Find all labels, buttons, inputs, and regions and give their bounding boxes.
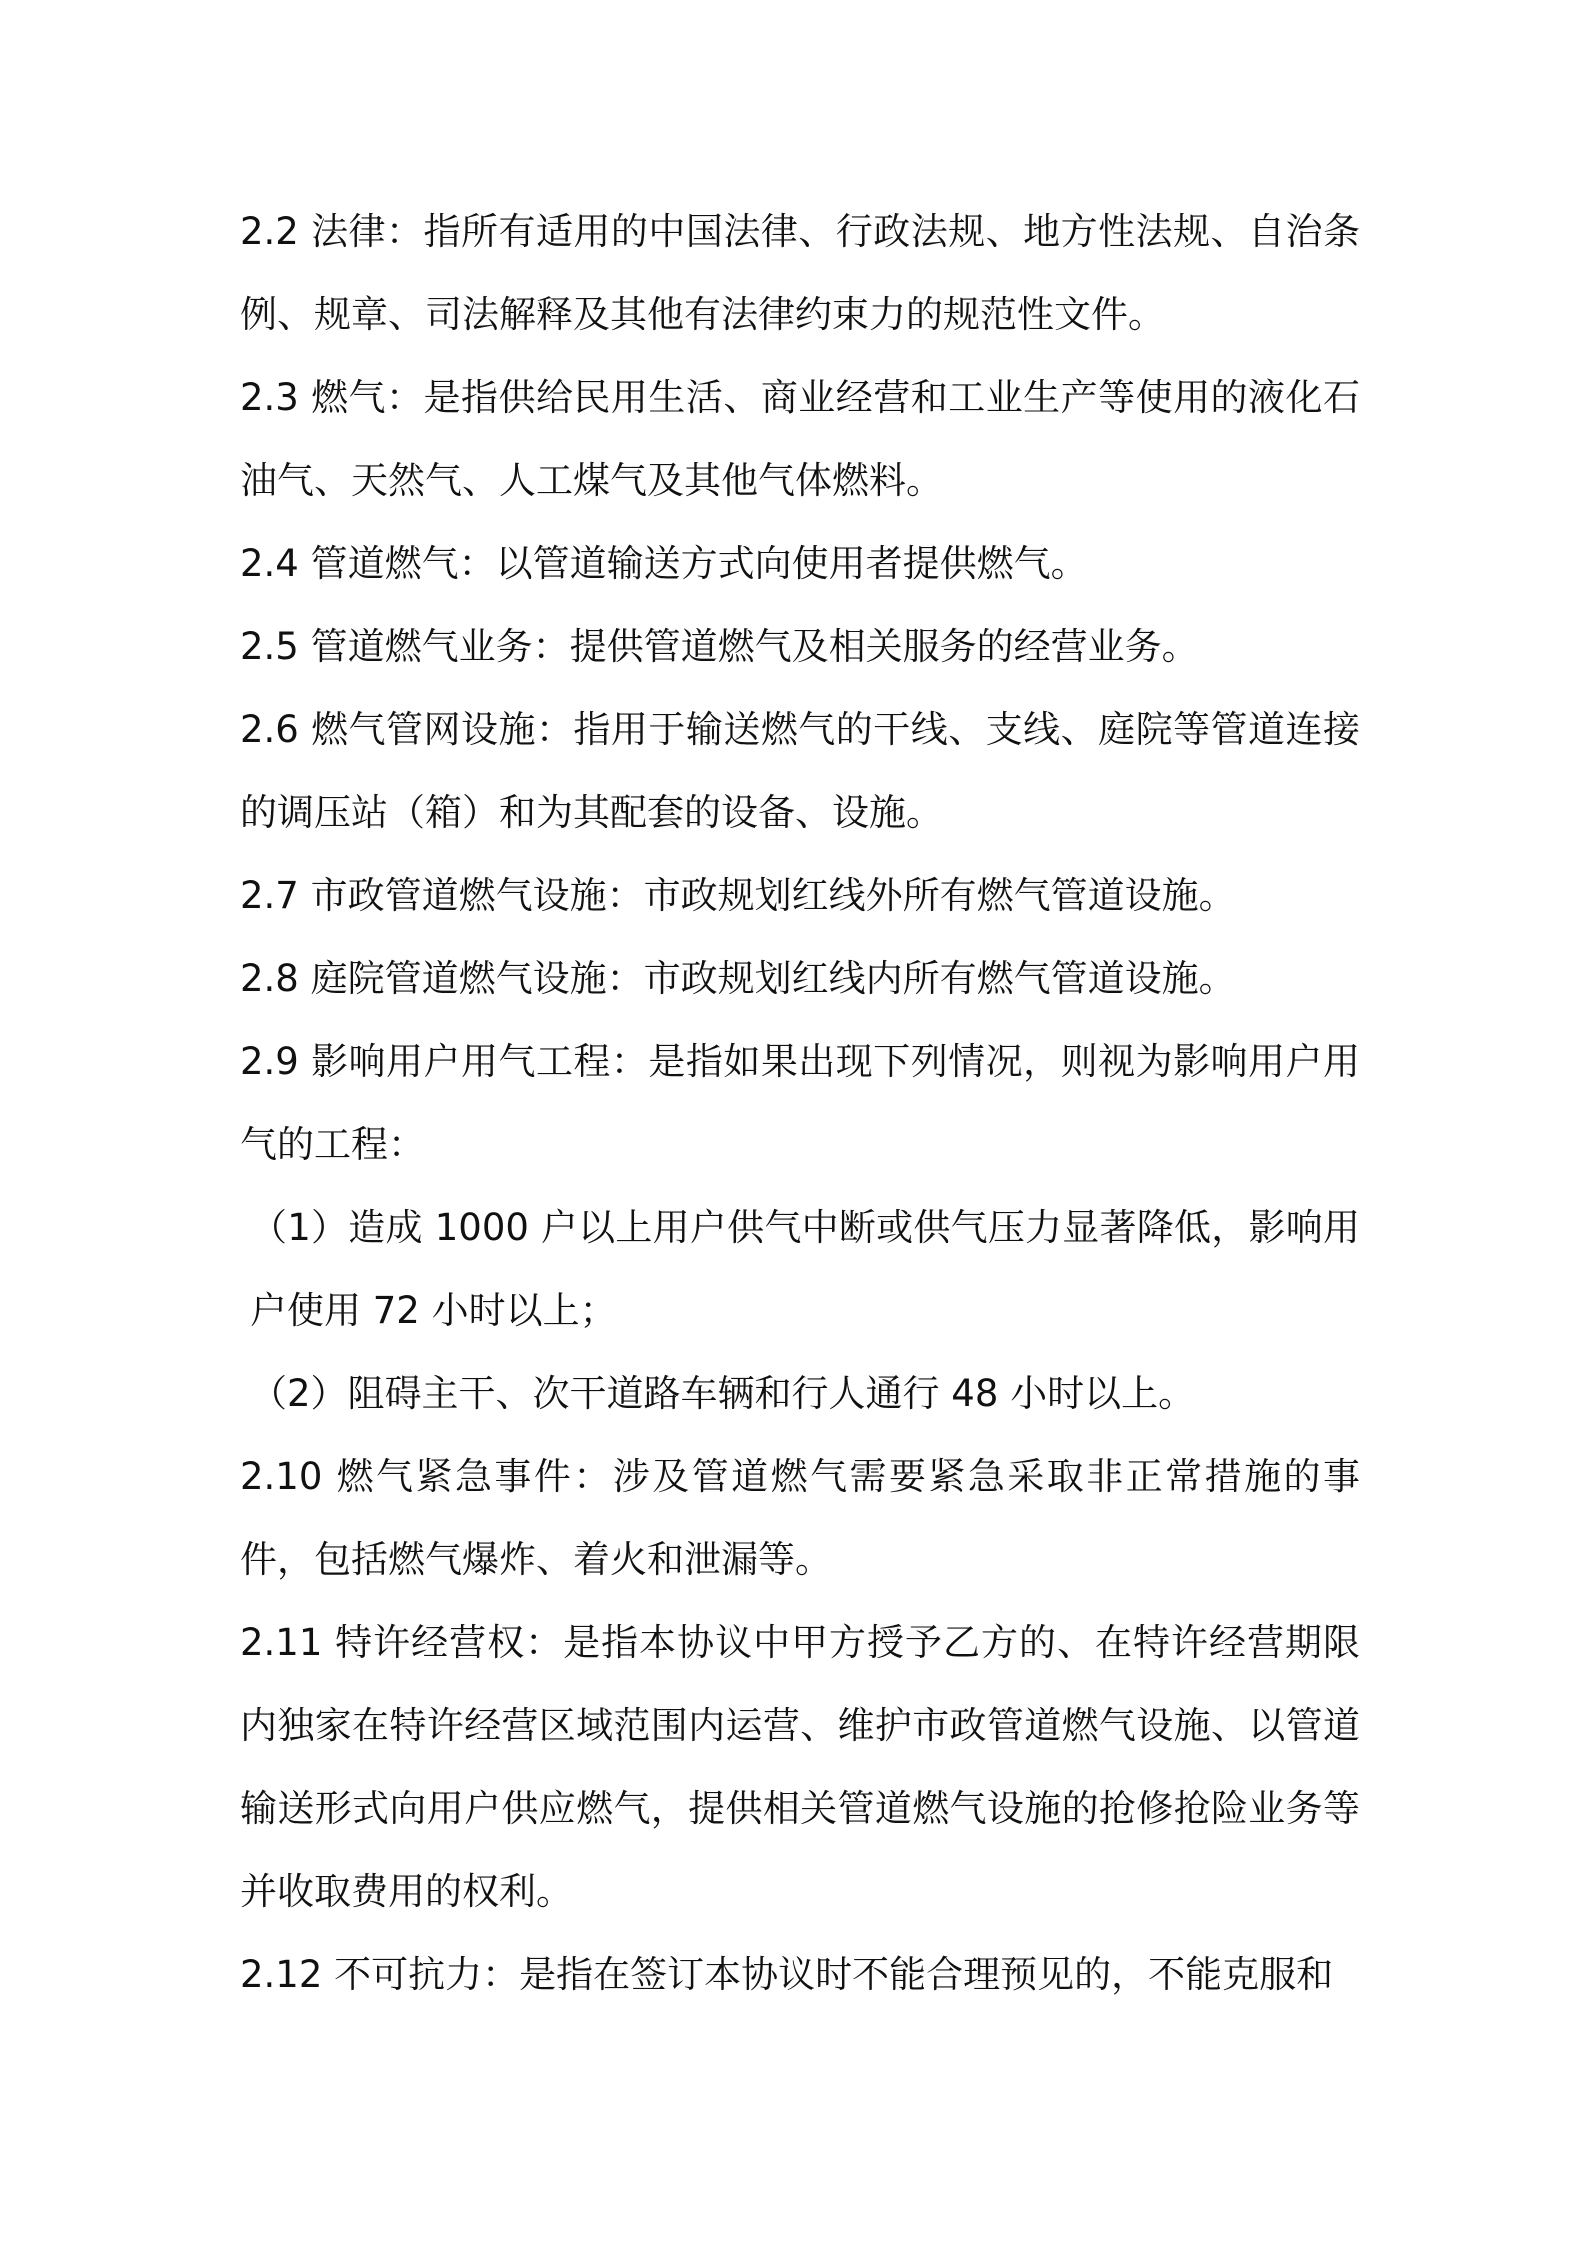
clause-2-2: 2.2 法律：指所有适用的中国法律、行政法规、地方性法规、自治条例、规章、司法解释及其他有法律约束力的规范性文件。 (240, 210, 1360, 336)
clause-2-7: 2.7 市政管道燃气设施：市政规划红线外所有燃气管道设施。 (240, 874, 1236, 917)
clause-2-5: 2.5 管道燃气业务：提供管道燃气及相关服务的经营业务。 (240, 625, 1199, 668)
clause-2-9: 2.9 影响用户用气工程：是指如果出现下列情况，则视为影响用户用气的工程： (240, 1040, 1360, 1166)
clause-2-3: 2.3 燃气：是指供给民用生活、商业经营和工业生产等使用的液化石油气、天然气、人工煤气及其他气体燃料。 (240, 376, 1360, 502)
clause-2-9-item-1: （1）造成 1000 户以上用户供气中断或供气压力显著降低，影响用户使用 72 小时以上； (250, 1206, 1360, 1332)
clause-2-6: 2.6 燃气管网设施：指用于输送燃气的干线、支线、庭院等管道连接的调压站（箱）和为其配套的设备、设施。 (240, 708, 1360, 834)
clause-2-8: 2.8 庭院管道燃气设施：市政规划红线内所有燃气管道设施。 (240, 957, 1236, 1000)
document-body (240, 190, 1360, 2016)
clause-2-9-item-2: （2）阻碍主干、次干道路车辆和行人通行 48 小时以上。 (250, 1372, 1196, 1415)
clause-2-10: 2.10 燃气紧急事件：涉及管道燃气需要紧急采取非正常措施的事件，包括燃气爆炸、着火和泄漏等。 (240, 1455, 1360, 1581)
clause-2-12: 2.12 不可抗力：是指在签订本协议时不能合理预见的，不能克服和 (240, 1953, 1334, 1996)
clause-2-11: 2.11 特许经营权：是指本协议中甲方授予乙方的、在特许经营期限内独家在特许经营区域范围内运营、维护市政管道燃气设施、以管道输送形式向用户供应燃气，提供相关管道燃气设施的抢修抢险业务等并收取费用的权利。 (240, 1621, 1360, 1913)
clause-2-4: 2.4 管道燃气：以管道输送方式向使用者提供燃气。 (240, 542, 1088, 585)
